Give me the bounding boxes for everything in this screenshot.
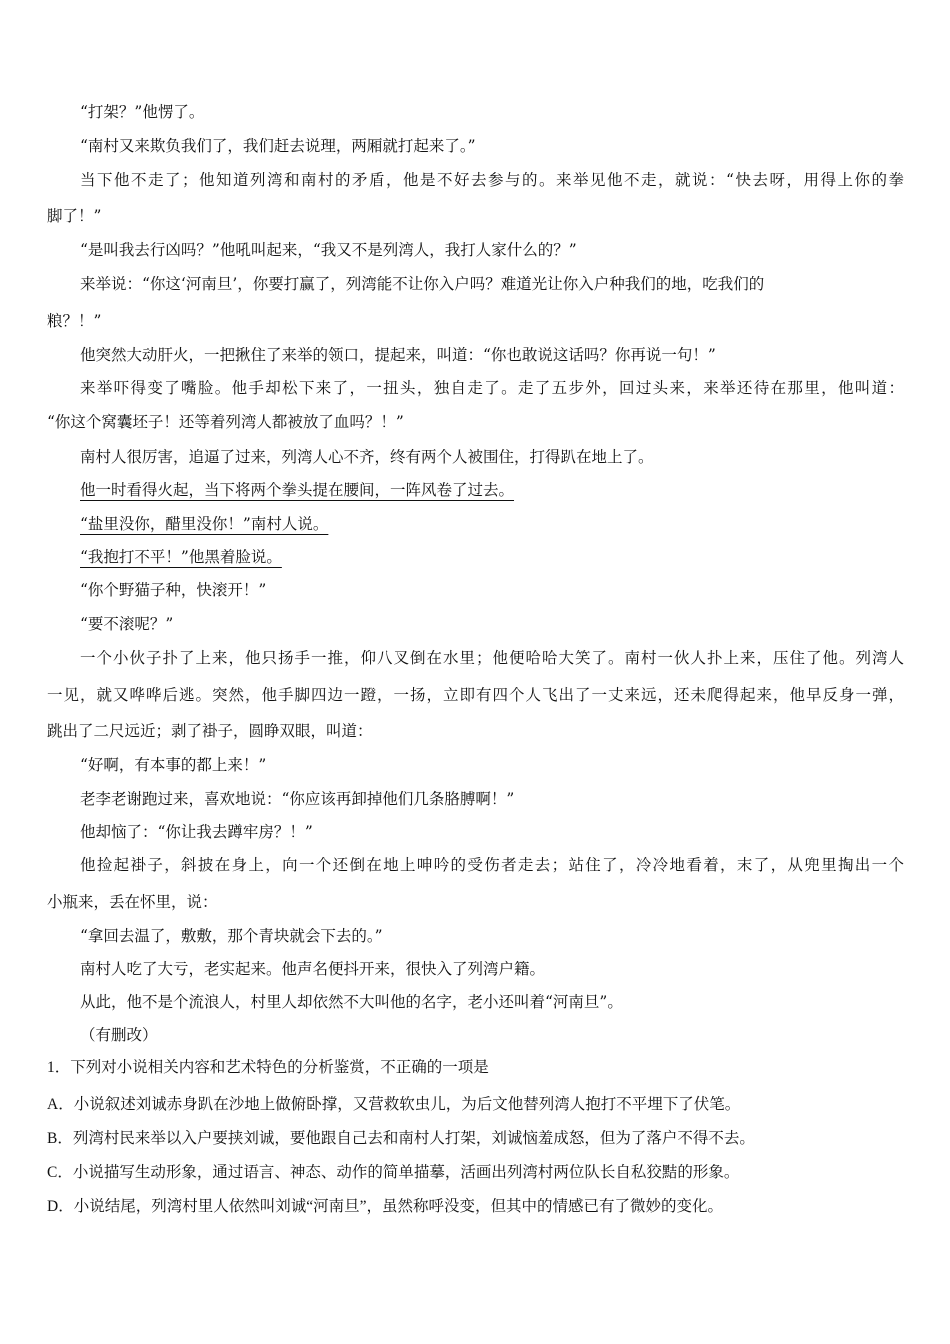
underlined-paragraph	[0, 547, 950, 567]
story-paragraph: 老李老谢跑过来，喜欢地说：“你应该再卸掉他们几条胳膊啊！”	[80, 790, 515, 808]
story-paragraph: 从此，他不是个流浪人，村里人却依然不大叫他的名字，老小还叫着“河南旦”。	[80, 993, 623, 1011]
story-paragraph-continuation: 小瓶来，丢在怀里，说：	[47, 893, 218, 911]
story-paragraph: “拿回去温了，敷敷，那个青块就会下去的。”	[80, 927, 383, 945]
story-paragraph-continuation: 脚了！”	[47, 207, 102, 225]
option-d: D．小说结尾，列湾村里人依然叫刘诚“河南旦”，虽然称呼没变，但其中的情感已有了微妙的变化。	[47, 1198, 723, 1215]
underlined-paragraph	[0, 480, 950, 500]
underlined-paragraph	[0, 514, 950, 534]
story-paragraph: 南村人很厉害，追逼了过来，列湾人心不齐，终有两个人被围住，打得趴在地上了。	[80, 448, 654, 466]
story-paragraph: 他捡起褂子，斜披在身上，向一个还倒在地上呻吟的受伤者走去；站住了，冷冷地看着，末了，从兜里掏出一个	[80, 856, 904, 874]
story-paragraph: “打架？”他愣了。	[80, 103, 205, 121]
story-paragraph: “南村又来欺负我们了，我们赶去说理，两厢就打起来了。”	[80, 137, 476, 155]
source-note: （有删改）	[80, 1026, 158, 1044]
story-paragraph-continuation: 一见，就又哗哗后逃。突然，他手脚四边一蹬，一扬，立即有四个人飞出了一丈来远，还未爬得起来，他早反身一弹，	[47, 686, 904, 704]
option-a: A．小说叙述刘诚赤身趴在沙地上做俯卧撑，又营救软虫儿，为后文他替列湾人抱打不平埋下了伏笔。	[47, 1096, 741, 1113]
underlined-text: “我抱打不平！”他黑着脸说。	[80, 548, 282, 566]
story-paragraph: 来举说：“你这‘河南旦’，你要打赢了，列湾能不让你入户吗？难道光让你入户种我们的地，吃我们的	[80, 275, 765, 293]
story-paragraph: “好啊，有本事的都上来！”	[80, 756, 267, 774]
story-paragraph: 他却恼了：“你让我去蹲牢房？！”	[80, 823, 313, 841]
underlined-text: “盐里没你，醋里没你！”南村人说。	[80, 515, 329, 533]
option-c: C．小说描写生动形象，通过语言、神态、动作的简单描摹，活画出列湾村两位队长自私狡黠的形象。	[47, 1164, 740, 1181]
story-paragraph: “你个野猫子种，快滚开！”	[80, 581, 267, 599]
option-b: B．列湾村民来举以入户要挟刘诚，要他跟自己去和南村人打架，刘诚恼羞成怒，但为了落户不得不去。	[47, 1130, 755, 1147]
story-paragraph: 当下他不走了；他知道列湾和南村的矛盾，他是不好去参与的。来举见他不走，就说：“快去呀，用得上你的拳	[80, 171, 904, 189]
story-paragraph: 来举吓得变了嘴脸。他手却松下来了，一扭头，独自走了。走了五步外，回过头来，来举还待在那里，他叫道：	[80, 379, 904, 397]
story-paragraph-continuation: 跳出了二尺远近；剥了褂子，圆睁双眼，叫道：	[47, 722, 373, 740]
story-paragraph: “是叫我去行凶吗？”他吼叫起来，“我又不是列湾人，我打人家什么的？”	[80, 241, 577, 259]
story-paragraph-continuation: “你这个窝囊坯子！还等着列湾人都被放了血吗？！”	[47, 413, 404, 431]
underlined-text: 他一时看得火起，当下将两个拳头提在腰间，一阵风卷了过去。	[80, 481, 515, 499]
question-stem: 1．下列对小说相关内容和艺术特色的分析鉴赏，不正确的一项是	[47, 1059, 489, 1076]
story-paragraph: 南村人吃了大亏，老实起来。他声名便抖开来，很快入了列湾户籍。	[80, 960, 546, 978]
story-paragraph: “要不滚呢？”	[80, 615, 174, 633]
story-paragraph: 一个小伙子扑了上来，他只扬手一推，仰八叉倒在水里；他便哈哈大笑了。南村一伙人扑上来，压住了他。列湾人	[80, 649, 904, 667]
story-paragraph: 他突然大动肝火，一把揪住了来举的领口，提起来，叫道：“你也敢说这话吗？你再说一句！”	[80, 346, 716, 364]
story-paragraph-continuation: 粮？！”	[47, 312, 102, 330]
